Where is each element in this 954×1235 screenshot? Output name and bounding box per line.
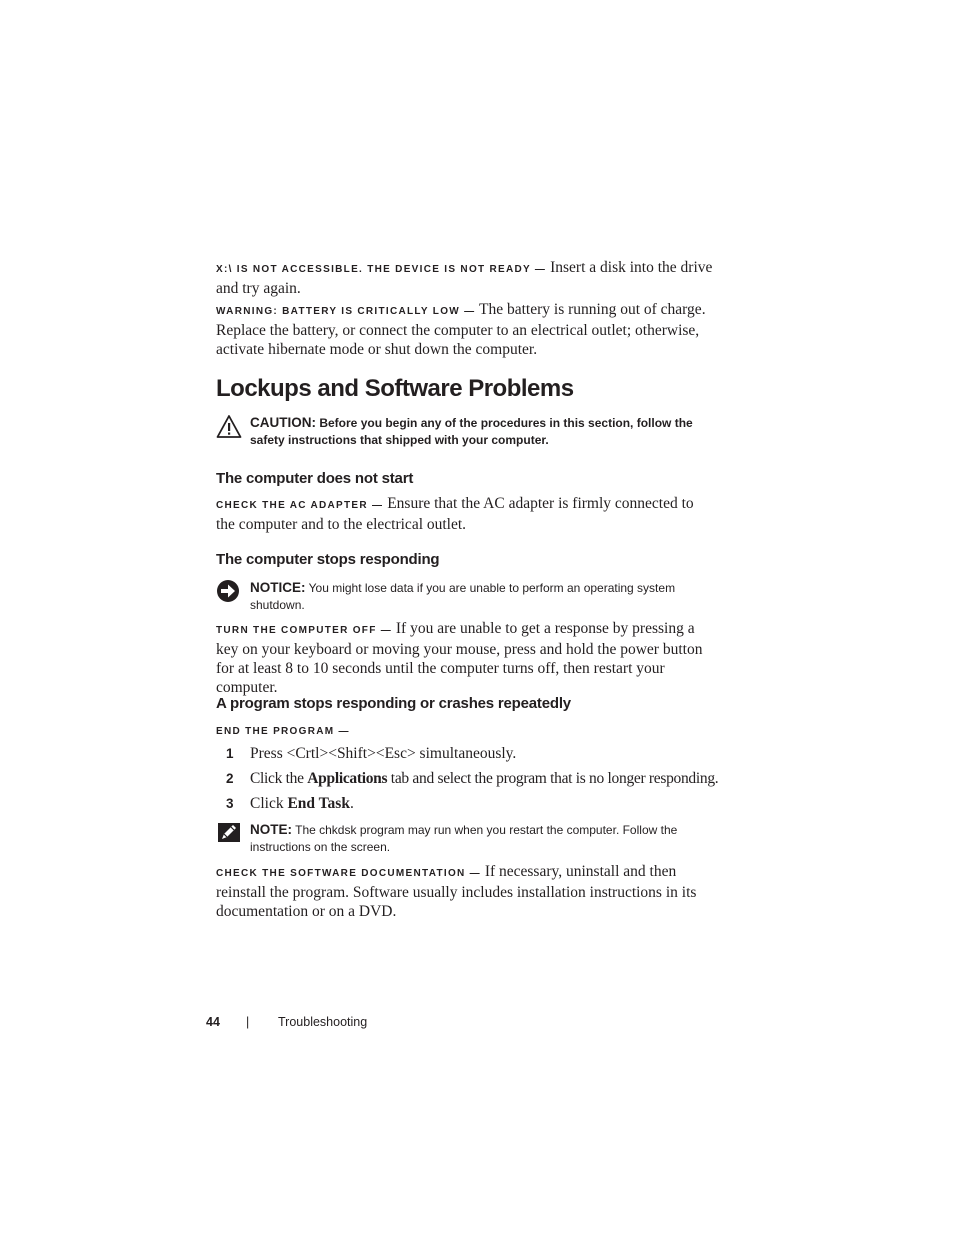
- battery-low-paragraph: [216, 300, 716, 359]
- note-box: [216, 821, 716, 857]
- disk-not-ready-lead: X:\ IS NOT ACCESSIBLE. THE DEVICE IS NOT READY —: [216, 264, 547, 275]
- software-documentation-lead: CHECK THE SOFTWARE DOCUMENTATION —: [216, 868, 481, 879]
- caution-label: CAUTION:: [250, 415, 316, 430]
- step-text: Press <Crtl><Shift><Esc> simultaneously.: [250, 745, 517, 762]
- applications-tab-term: Applications: [307, 770, 388, 787]
- caution-triangle-icon: [216, 414, 242, 440]
- subsection-title-does-not-start: The computer does not start: [216, 470, 414, 487]
- turn-off-text: If you are unable to get a response by pressing a key on your keyboard or moving your mouse, press and hold the power button for at least 8 to 10 seconds until the computer turns off, then restart your computer.: [216, 620, 703, 696]
- software-documentation-text: If necessary, uninstall and then reinstall the program. Software usually includes installation instructions in its documentation or on a DVD.: [216, 863, 697, 920]
- check-ac-adapter-paragraph: [216, 494, 716, 534]
- end-task-term: End Task: [287, 795, 350, 812]
- disk-not-ready-text: Insert a disk into the drive and try again.: [216, 259, 713, 297]
- notice-text: You might lose data if you are unable to perform an operating system shutdown.: [250, 581, 676, 612]
- caution-box: [216, 414, 716, 450]
- turn-off-paragraph: [216, 619, 716, 697]
- battery-low-lead: WARNING: BATTERY IS CRITICALLY LOW —: [216, 306, 476, 317]
- step-text: tab and select the program that is no longer responding.: [387, 770, 719, 787]
- step-text: Click: [250, 795, 288, 812]
- software-documentation-paragraph: [216, 862, 716, 921]
- caution-text: Before you begin any of the procedures in this section, follow the safety instructions that shipped with your computer.: [250, 416, 693, 447]
- end-program-paragraph: [216, 720, 716, 741]
- step-text: .: [349, 795, 354, 812]
- footer-separator: |: [246, 1015, 250, 1029]
- turn-off-lead: TURN THE COMPUTER OFF —: [216, 625, 393, 636]
- step-number: 3: [226, 796, 234, 811]
- note-text: The chkdsk program may run when you restart the computer. Follow the instructions on the screen.: [250, 823, 678, 854]
- end-program-lead: END THE PROGRAM —: [216, 726, 350, 737]
- subsection-title-stops-responding: The computer stops responding: [216, 551, 440, 568]
- notice-box: [216, 579, 716, 615]
- note-pencil-icon: [216, 821, 242, 847]
- note-label: NOTE:: [250, 822, 292, 837]
- subsection-title-program-crashes: A program stops responding or crashes repeatedly: [216, 695, 571, 712]
- step-number: 1: [226, 746, 234, 761]
- step-text: Click the: [250, 770, 308, 787]
- check-ac-adapter-text: Ensure that the AC adapter is firmly connected to the computer and to the electrical outlet.: [216, 495, 694, 533]
- notice-arrow-icon: [216, 579, 242, 605]
- battery-low-text: The battery is running out of charge. Replace the battery, or connect the computer to an electrical outlet; otherwise, activate hibernate mode or shut down the computer.: [216, 301, 706, 358]
- section-title: Lockups and Software Problems: [216, 375, 574, 402]
- page-number: 44: [206, 1015, 220, 1029]
- check-ac-adapter-lead: CHECK THE AC ADAPTER —: [216, 500, 384, 511]
- step-number: 2: [226, 771, 234, 786]
- notice-label: NOTICE:: [250, 580, 306, 595]
- disk-not-ready-paragraph: [216, 258, 716, 298]
- footer-section-name: Troubleshooting: [278, 1015, 368, 1029]
